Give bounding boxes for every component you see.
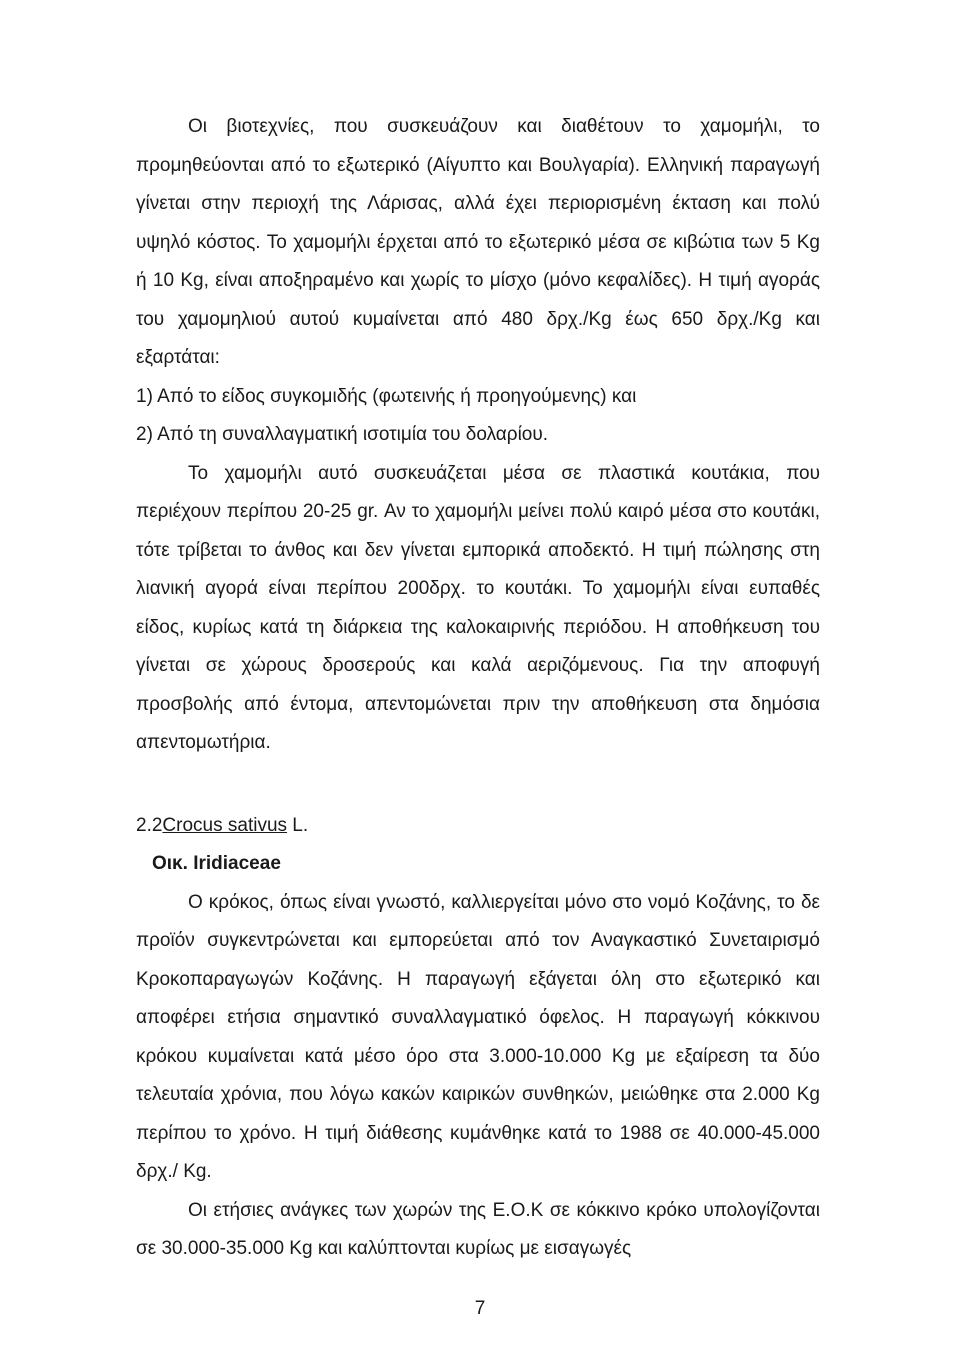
paragraph-needs: Οι ετήσιες ανάγκες των χωρών της Ε.Ο.Κ σε κόκκινο κρόκο υπολογίζονται σε 30.000-35.000 Kg και καλύπτονται κυρίως με εισαγωγές: [136, 1199, 820, 1259]
section-heading: [136, 807, 820, 846]
section-author: L.: [287, 814, 309, 836]
document-page: [136, 108, 820, 1269]
list-item-2: 2) Από τη συναλλαγματική ισοτιμία του δολαρίου.: [136, 424, 549, 445]
paragraph-crocus: Ο κρόκος, όπως είναι γνωστό, καλλιεργείται μόνο στο νομό Κοζάνης, το δε προϊόν συγκεντρώνεται και εμπορεύεται από τον Αναγκαστικό Συνεταιρισμό Κροκοπαραγωγών Κοζάνης. Η παραγωγή εξάγεται όλη στο εξωτερικό και αποφέρει ετήσια σημαντικό συναλλαγματικό όφελος. Η παραγωγή κόκκινου κρόκου κυμαίνεται κατά μέσο όρο στα 3.000-10.000 Kg με εξαίρεση τα δύο τελευταία χρόνια, που λόγω κακών καιρικών συνθηκών, μειώθηκε στα 2.000 Kg περίπου το χρόνο. Η τιμή διάθεσης κυμάνθηκε κατά το 1988 σε 40.000-45.000 δρχ./ Kg.: [136, 891, 820, 1182]
section-species: Crocus sativus: [162, 814, 288, 836]
paragraph-packaging: Το χαμομήλι αυτό συσκευάζεται μέσα σε πλαστικά κουτάκια, που περιέχουν περίπου 20-25 gr. Αν το χαμομήλι μείνει πολύ καιρό μέσα στο κουτάκι, τότε τρίβεται το άνθος και δεν γίνεται εμπορικά αποδεκτό. Η τιμή πώλησης στη λιανική αγορά είναι περίπου 200δρχ. το κουτάκι. Το χαμομήλι είναι ευπαθές είδος, κυρίως κατά τη διάρκεια της καλοκαιρινής περιόδου. Η αποθήκευση του γίνεται σε χώρους δροσερούς και καλά αεριζόμενους. Για την αποφυγή προσβολής από έντομα, απεντομώνεται πριν την αποθήκευση στα δημόσια απεντομωτήρια.: [136, 462, 820, 753]
section-number: 2.2: [136, 814, 163, 836]
list-item-1: 1) Από το είδος συγκομιδής (φωτεινής ή προηγούμενης) και: [136, 385, 637, 407]
section-family: Οικ. Iridiaceae: [152, 853, 281, 874]
paragraph-intro: Οι βιοτεχνίες, που συσκευάζουν και διαθέτουν το χαμομήλι, το προμηθεύονται από το εξωτερικό (Αίγυπτο και Βουλγαρία). Ελληνική παραγωγή γίνεται στην περιοχή της Λάρισας, αλλά έχει περιορισμένη έκταση και πολύ υψηλό κόστος. Το χαμομήλι έρχεται από το εξωτερικό μέσα σε κιβώτια των 5 Kg ή 10 Kg, είναι αποξηραμένο και χωρίς το μίσχο (μόνο κεφαλίδες). Η τιμή αγοράς του χαμομηλιού αυτού κυμαίνεται από 480 δρχ./Kg έως 650 δρχ./Kg και εξαρτάται:: [136, 116, 820, 368]
page-number: 7: [474, 1298, 486, 1319]
